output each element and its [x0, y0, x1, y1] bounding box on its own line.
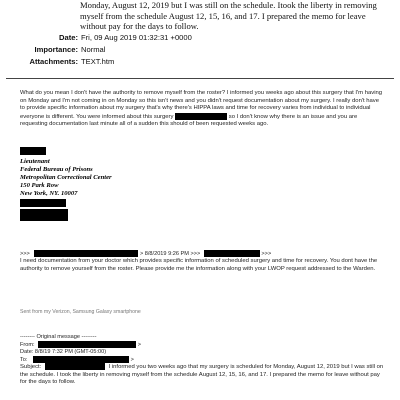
signature-agency: Federal Bureau of Prisons	[20, 166, 93, 174]
reply-text-part-1: What do you mean I don't have the authority to remove myself from the roster? I informed you weeks ago about this surgery that I'm having on Monday and I'm not coming in on Monday so this isn't news and you didn't request documentation about my surgery. I really don't have to provide specific information about my surgery that's why there's HIPPA laws and time for recovery varies from individual to individual everyone is different. You were informed about this surgery	[20, 90, 383, 120]
forward-date: > 8/8/2019 9:26 PM >>>	[139, 250, 201, 257]
redaction-block	[38, 341, 136, 348]
date-value: Fri, 09 Aug 2019 01:32:31 +0000	[81, 33, 192, 42]
signature-street: 150 Park Row	[20, 182, 59, 190]
redaction-block	[20, 147, 46, 155]
signature-title: Lieutenant	[20, 158, 50, 165]
reply-text-part-2: so I don't know why there is an issue and you are requesting documentation last minute all of a sudden this should of been requested weeks ago.	[20, 113, 358, 128]
original-date: Date: 8/8/19 7:32 PM (GMT-05:00)	[20, 349, 107, 355]
subject-line-1: Monday, August 12, 2019 but I was still on the schedule. Itook the liberty in removing	[80, 0, 377, 10]
signature-facility: Metropolitan Correctional Center	[20, 174, 112, 182]
original-message-divider: -------- Original message --------	[20, 334, 97, 340]
redaction-block	[34, 250, 138, 257]
header-divider	[6, 78, 394, 79]
subject-text: I informed you two weeks ago that my surgery is scheduled for Monday, August 12, 2019 but I was still on the schedule. I took the liberty in removing myself from the schedule August 12, 15, 16, and 17. I prepared the memo for leave without pay for the days to follow.	[20, 364, 384, 386]
subject-line-3: without pay for the days to follow.	[80, 21, 199, 31]
attachments-label: Attachments:	[29, 57, 78, 66]
importance-label: Importance:	[34, 45, 78, 54]
redaction-block	[204, 250, 260, 257]
subject-line-2: myself from the schedule August 12, 15, 16, and 17. I prepared the memo for leave	[80, 10, 366, 21]
forwarded-message: I need documentation from your doctor which provides specific information of scheduled surgery and time for recovery. You dont have the authority to remove yourself from the roster. Please provide me the information along with your LWOP request addressed to the Warden.	[20, 258, 378, 272]
attachment-link[interactable]: TEXT.htm	[81, 57, 115, 66]
redaction-block	[175, 113, 227, 120]
signature-block	[20, 158, 112, 198]
redaction-block	[45, 363, 105, 370]
reply-body	[20, 90, 384, 129]
signature-city: New York, NY. 10007	[20, 190, 78, 198]
subject-continuation	[80, 0, 396, 32]
date-label: Date:	[59, 33, 78, 42]
to-label: To:	[20, 356, 28, 363]
redaction-block	[20, 209, 68, 221]
subject-label: Subject:	[20, 364, 42, 371]
redaction-block	[20, 199, 66, 207]
importance-value: Normal	[81, 45, 106, 54]
original-subject	[20, 363, 384, 387]
from-label: From:	[20, 341, 35, 348]
sent-from-note: Sent from my Verizon, Samsung Galaxy smartphone	[20, 309, 141, 315]
forward-prefix-2: >>>	[261, 250, 272, 257]
redaction-block	[33, 356, 129, 363]
forward-prefix: >>>	[20, 250, 30, 257]
to-suffix: >	[130, 356, 134, 363]
from-suffix: >	[137, 341, 142, 348]
